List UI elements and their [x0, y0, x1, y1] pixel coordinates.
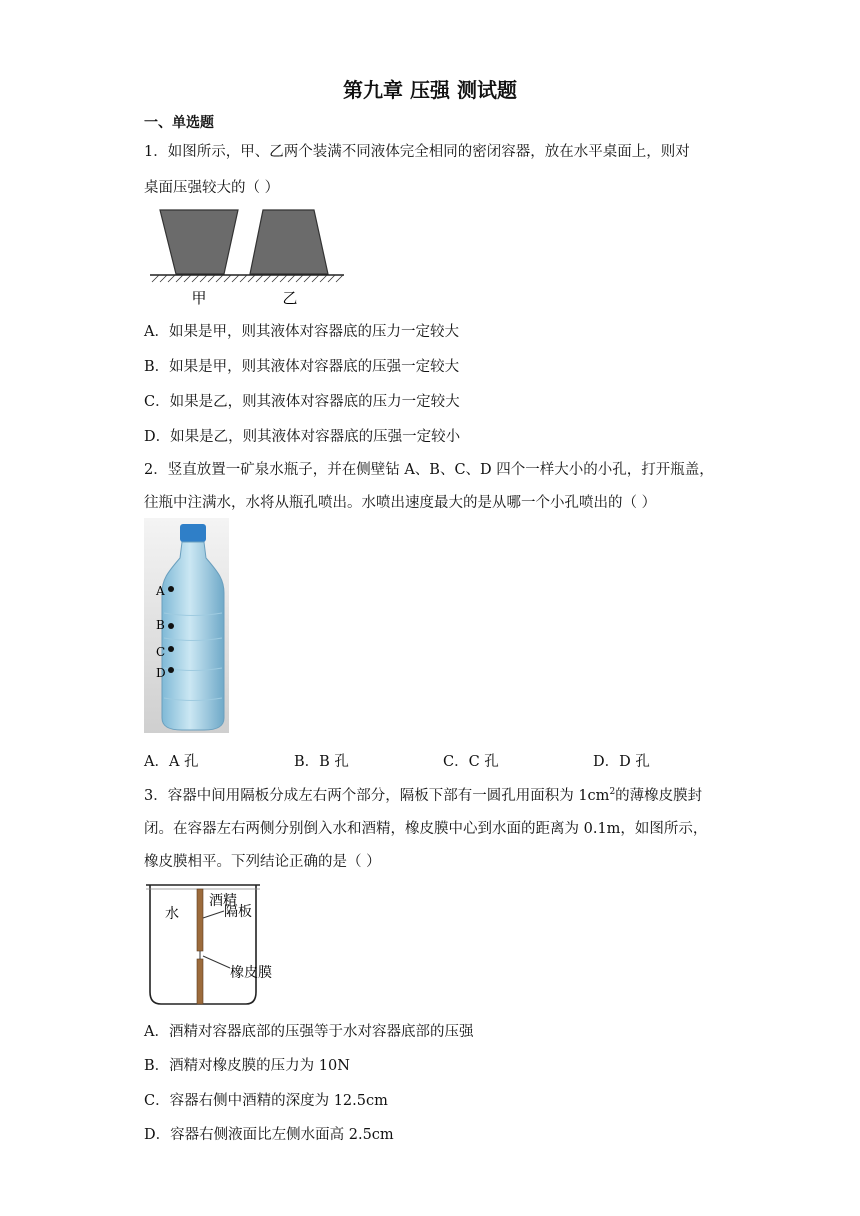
label-membrane: 橡皮膜 — [230, 965, 272, 981]
q1-option-b: B．如果是甲，则其液体对容器底的压强一定较大 — [144, 359, 460, 375]
label-alcohol: 酒精 — [209, 893, 237, 909]
q3-option-d: D．容器右侧液面比左侧水面高 2.5cm — [144, 1127, 394, 1143]
partition-lower — [197, 959, 203, 1004]
q1-stem-line2: 桌面压强较大的（ ） — [144, 180, 280, 196]
container-jia — [160, 210, 238, 274]
q2-option-b: B．B 孔 — [294, 754, 349, 770]
partition-upper — [197, 889, 203, 951]
hole-d — [168, 667, 174, 673]
q1-containers-figure — [148, 205, 348, 307]
hole-a — [168, 586, 174, 592]
label-water: 水 — [165, 906, 179, 922]
q3-option-a: A．酒精对容器底部的压强等于水对容器底部的压强 — [144, 1024, 474, 1040]
q3-stem-line2: 闭。在容器左右两侧分别倒入水和酒精，橡皮膜中心到水面的距离为 0.1m，如图所示， — [144, 821, 708, 837]
q2-stem-line1: 2．竖直放置一矿泉水瓶子，并在侧壁钻 A、B、C、D 四个一样大小的小孔，打开瓶盖， — [144, 462, 714, 478]
q3-stem-line1 — [144, 784, 702, 805]
q3-container-figure — [145, 880, 305, 1008]
label-partition: 隔板 — [224, 904, 252, 920]
q1-option-c: C．如果是乙，则其液体对容器底的压力一定较大 — [144, 394, 460, 410]
page-title: 第九章 压强 测试题 — [343, 78, 517, 102]
q2-option-a: A．A 孔 — [144, 754, 199, 770]
q1-stem-line1: 1．如图所示，甲、乙两个装满不同液体完全相同的密闭容器，放在水平桌面上，则对 — [144, 144, 690, 160]
q3-stem-line3: 橡皮膜相平。下列结论正确的是（ ） — [144, 854, 381, 870]
q2-stem-line2: 往瓶中注满水，水将从瓶孔喷出。水喷出速度最大的是从哪一个小孔喷出的（ ） — [144, 495, 657, 511]
q3-option-c: C．容器右侧中酒精的深度为 12.5cm — [144, 1093, 388, 1109]
q3-option-b: B．酒精对橡皮膜的压力为 10N — [144, 1058, 350, 1074]
q3-stem-line1-b: 的薄橡皮膜封 — [615, 788, 703, 804]
q2-bottle-photo — [144, 518, 229, 733]
hole-b — [168, 623, 174, 629]
q2-option-c: C．C 孔 — [443, 754, 499, 770]
q2-option-d: D．D 孔 — [593, 754, 650, 770]
hole-c — [168, 646, 174, 652]
q3-stem-line1-a: 3．容器中间用隔板分成左右两个部分，隔板下部有一圆孔用面积为 1cm — [144, 788, 610, 804]
hole-label-d: D — [156, 666, 166, 680]
q1-option-d: D．如果是乙，则其液体对容器底的压强一定较小 — [144, 429, 461, 445]
hole-label-a: A — [156, 584, 165, 598]
q1-option-a: A．如果是甲，则其液体对容器底的压力一定较大 — [144, 324, 459, 340]
label-yi: 乙 — [282, 289, 298, 307]
q3-stem-line1-sup: 2 — [609, 787, 616, 798]
hole-label-b: B — [156, 618, 165, 632]
container-yi — [250, 210, 328, 274]
hole-label-c: C — [156, 645, 166, 659]
section-heading: 一、单选题 — [144, 115, 214, 131]
label-jia: 甲 — [191, 289, 207, 307]
